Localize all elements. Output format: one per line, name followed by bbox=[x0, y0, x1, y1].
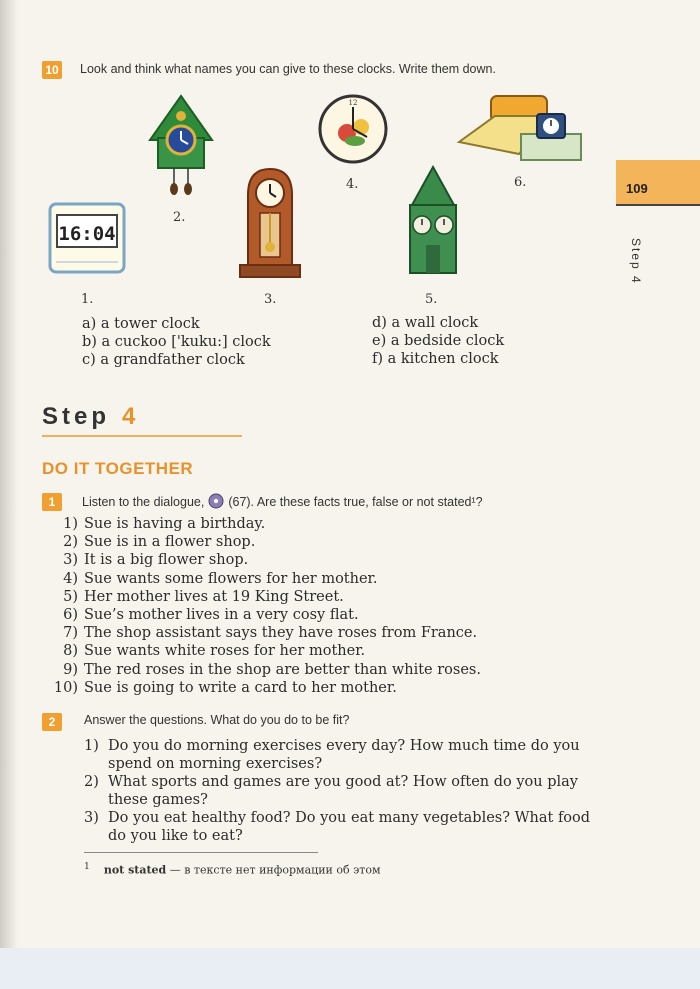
fact-number: 1) bbox=[63, 516, 78, 532]
option-f: f) a kitchen clock bbox=[372, 351, 499, 367]
fact-item bbox=[48, 607, 359, 623]
fact-number: 4) bbox=[63, 570, 78, 587]
clock-number-3: 3. bbox=[264, 292, 277, 307]
digital-clock-illustration bbox=[48, 202, 126, 274]
fact-number: 8) bbox=[63, 643, 78, 660]
footnote-term: not stated bbox=[103, 863, 167, 877]
option-b: b) a cuckoo ['kuku:] clock bbox=[82, 334, 271, 350]
option-e: e) a bedside clock bbox=[372, 333, 505, 349]
exercise-10-instruction: Look and think what names you can give to these clocks. Write them down. bbox=[80, 62, 496, 76]
fact-number: 7) bbox=[63, 625, 78, 642]
exercise-2-instruction: Answer the questions. What do you do to be fit? bbox=[84, 713, 350, 727]
fact-item bbox=[48, 516, 265, 532]
step-heading bbox=[42, 403, 139, 431]
fact-number: 2) bbox=[63, 534, 78, 551]
step-word: Step bbox=[42, 403, 111, 430]
tower-clock-illustration bbox=[398, 165, 468, 277]
question-number: 2) bbox=[84, 774, 99, 790]
question-number: 1) bbox=[84, 738, 99, 754]
bedside-clock-illustration bbox=[455, 92, 585, 164]
question-text: What sports and games are you good at? How often do you play these games? bbox=[108, 774, 578, 808]
fact-text: Sue is going to write a card to her mother. bbox=[84, 679, 397, 696]
fact-text: Her mother lives at 19 King Street. bbox=[84, 588, 344, 605]
fact-text: It is a big flower shop. bbox=[84, 552, 249, 569]
grandfather-clock-illustration bbox=[238, 165, 302, 279]
footnote-text: — в тексте нет информации об этом bbox=[169, 863, 381, 877]
fact-item bbox=[48, 589, 344, 605]
option-a: a) a tower clock bbox=[82, 316, 200, 332]
clock-number-6: 6. bbox=[514, 175, 527, 190]
fact-item bbox=[48, 625, 477, 641]
fact-number: 6) bbox=[63, 607, 78, 623]
fact-item bbox=[48, 534, 255, 550]
clock-number-1: 1. bbox=[81, 292, 94, 307]
instruction-part-2: (67). Are these facts true, false or not stated¹? bbox=[228, 495, 483, 509]
question-item bbox=[84, 737, 596, 773]
side-step-label: Step 4 bbox=[629, 238, 643, 285]
option-d: d) a wall clock bbox=[372, 315, 479, 331]
digital-clock-time: 16:04 bbox=[58, 223, 116, 245]
exercise-2-badge: 2 bbox=[42, 713, 62, 731]
question-item bbox=[84, 773, 596, 809]
cuckoo-clock-illustration bbox=[148, 94, 214, 196]
fact-text: The shop assistant says they have roses from France. bbox=[84, 625, 478, 642]
footnote-rule bbox=[84, 852, 318, 853]
page-number: 109 bbox=[626, 181, 648, 196]
option-c: c) a grandfather clock bbox=[82, 352, 245, 368]
clock-number-4: 4. bbox=[346, 177, 359, 192]
exercise-1-badge: 1 bbox=[42, 493, 62, 511]
fact-item bbox=[48, 643, 365, 659]
fact-item bbox=[48, 552, 248, 568]
step-heading-rule bbox=[42, 435, 242, 437]
question-text: Do you do morning exercises every day? How much time do you spend on morning exercises? bbox=[108, 738, 580, 772]
footnote-mark: 1 bbox=[84, 861, 90, 872]
exercise-10-badge: 10 bbox=[42, 61, 62, 79]
step-number: 4 bbox=[122, 403, 140, 430]
fact-item bbox=[48, 571, 378, 587]
page-binding-shadow bbox=[0, 0, 18, 989]
question-number: 3) bbox=[84, 810, 99, 826]
fact-number: 3) bbox=[63, 552, 78, 569]
fact-number: 9) bbox=[63, 661, 78, 678]
svg-text:12: 12 bbox=[348, 99, 358, 107]
question-text: Do you eat healthy food? Do you eat many vegetables? What food do you like to eat? bbox=[108, 810, 591, 844]
audio-cd-icon bbox=[208, 493, 224, 509]
scan-bottom-strip bbox=[0, 948, 700, 989]
question-item bbox=[84, 809, 596, 845]
fact-text: Sue is having a birthday. bbox=[84, 516, 266, 532]
fact-text: Sue’s mother lives in a very cosy flat. bbox=[84, 607, 359, 623]
clock-number-5: 5. bbox=[425, 292, 438, 307]
instruction-part-1: Listen to the dialogue, bbox=[82, 495, 205, 509]
fact-item bbox=[48, 662, 481, 678]
fact-item bbox=[48, 680, 397, 696]
fact-text: Sue is in a flower shop. bbox=[84, 534, 256, 551]
fact-text: The red roses in the shop are better than white roses. bbox=[84, 661, 481, 678]
exercise-1-instruction bbox=[82, 493, 483, 509]
page-tab-rule bbox=[616, 204, 700, 206]
section-title: DO IT TOGETHER bbox=[42, 459, 194, 478]
fact-number: 5) bbox=[63, 588, 78, 605]
kitchen-clock-illustration bbox=[317, 93, 389, 165]
footnote bbox=[84, 861, 381, 877]
clock-number-2: 2. bbox=[173, 210, 186, 225]
fact-text: Sue wants some flowers for her mother. bbox=[84, 570, 378, 587]
fact-text: Sue wants white roses for her mother. bbox=[84, 643, 366, 660]
fact-number: 10) bbox=[53, 679, 78, 696]
